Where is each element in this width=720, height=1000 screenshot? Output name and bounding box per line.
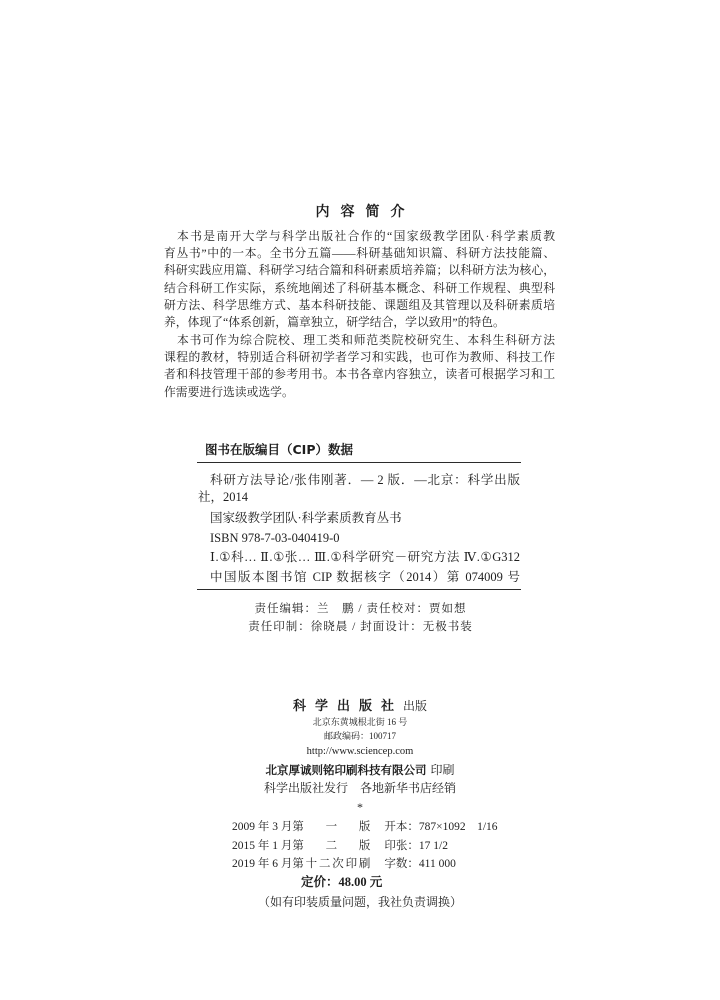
- publisher-address: 北京东黄城根北街 16 号: [312, 717, 408, 727]
- summary-line: 课程的教材，特别适合科研初学者学习和实践，也可作为教师、科技工作: [164, 349, 555, 364]
- summary-line: 本书可作为综合院校、理工类和师范类院校研究生、本科生科研方法: [177, 332, 555, 347]
- printer-line: [0, 763, 720, 778]
- publisher-line: [0, 697, 720, 715]
- cip-classification: Ⅰ.①科… Ⅱ.①张… Ⅲ.①科学研究－研究方法 Ⅳ.①G312: [210, 550, 520, 564]
- edition-spec: 印张：17 1/2: [384, 840, 448, 852]
- edition-number: 第 一 版: [292, 821, 371, 833]
- separator-asterisk: *: [357, 800, 363, 814]
- cip-top-rule: [197, 462, 521, 463]
- edition-date: 2015 年 1 月: [232, 840, 293, 852]
- cip-title-line: 科研方法导论/张伟刚著．— 2 版．—北京：科学出版: [210, 473, 520, 487]
- summary-line: 研方法、科学思维方式、基本科研技能、课题组及其管理以及科研素质培: [164, 297, 555, 312]
- price: 定价：48.00 元: [301, 875, 383, 889]
- summary-line: 育丛书”中的一本。全书分五篇——科研基础知识篇、科研方法技能篇、: [164, 245, 555, 260]
- distribution-line: 科学出版社发行 各地新华书店经销: [263, 781, 456, 795]
- edition-row: [232, 856, 456, 872]
- summary-title: 内容简介: [315, 204, 416, 220]
- cip-bottom-rule: [197, 589, 521, 590]
- cip-number: 中国版本图书馆 CIP 数据核字（2014）第 074009 号: [210, 570, 520, 584]
- summary-line: 者和科技管理干部的参考用书。本书各章内容独立，读者可根据学习和工: [164, 367, 555, 382]
- edition-date: 2019 年 6 月: [232, 858, 293, 870]
- quality-notice: （如有印装质量问题，我社负责调换）: [257, 895, 462, 909]
- edition-row: [232, 819, 498, 835]
- summary-line: 结合科研工作实际，系统地阐述了科研基本概念、科研工作规程、典型科: [164, 280, 555, 295]
- cip-title-line-continued: 社，2014: [198, 490, 249, 504]
- edition-number: 第 二 版: [292, 840, 371, 852]
- summary-line: 养，体现了“体系创新，篇章独立，研学结合，学以致用”的特色。: [164, 315, 505, 330]
- edition-spec: 字数：411 000: [384, 858, 456, 870]
- credits-production-cover: 责任印制：徐晓晨 / 封面设计：无极书装: [248, 621, 473, 633]
- summary-line: 本书是南开大学与科学出版社合作的“国家级教学团队·科学素质教: [177, 228, 555, 243]
- summary-paragraph: [164, 228, 555, 332]
- summary-body: [164, 228, 555, 401]
- cip-series: 国家级教学团队·科学素质教育丛书: [210, 511, 402, 525]
- credits-editor-proofreader: 责任编辑：兰 鹏 / 责任校对：贾如想: [254, 603, 467, 615]
- edition-spec: 开本：787×1092 1/16: [384, 821, 498, 833]
- cip-isbn: ISBN 978-7-03-040419-0: [210, 531, 340, 545]
- cip-heading: 图书在版编目（CIP）数据: [205, 442, 353, 457]
- summary-paragraph: [164, 332, 555, 401]
- publisher-website: http://www.sciencep.com: [306, 746, 414, 757]
- printer-name: 北京厚诚则铭印刷科技有限公司: [265, 765, 427, 777]
- publisher-postcode: 邮政编码：100717: [323, 731, 396, 741]
- edition-date: 2009 年 3 月: [232, 821, 293, 833]
- summary-line: 科研实践应用篇、科研学习结合篇和科研素质培养篇；以科研方法为核心，: [164, 263, 555, 278]
- publisher-logo-text: 科学出版社: [292, 698, 403, 713]
- summary-line: 作需要进行选读或选学。: [164, 384, 294, 399]
- publisher-role: 出版: [403, 699, 428, 713]
- printer-role: 印刷: [430, 763, 455, 777]
- edition-row: [232, 838, 448, 854]
- edition-number: 第十二次印刷: [292, 858, 371, 870]
